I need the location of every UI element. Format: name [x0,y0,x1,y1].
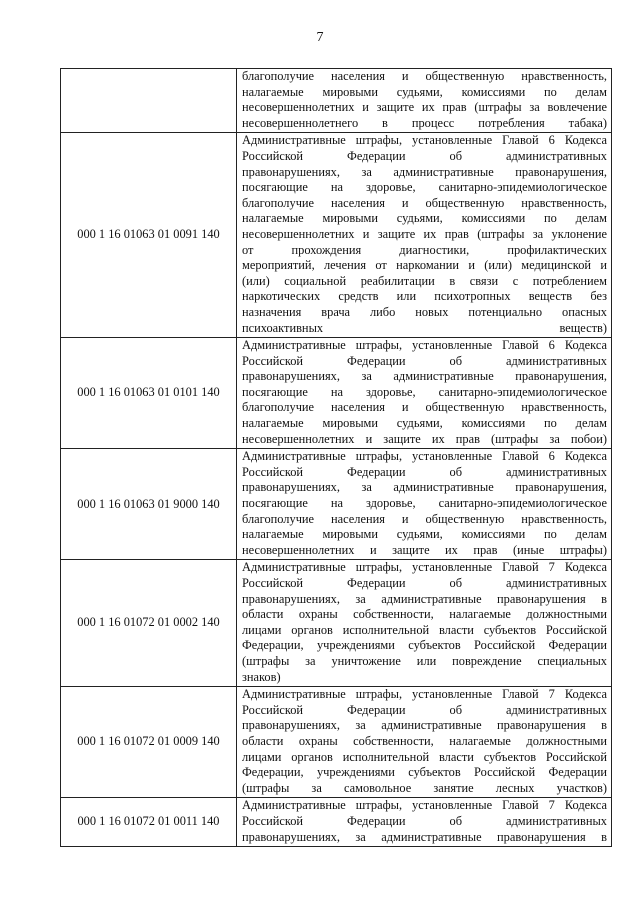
description-line: правонарушениях, за административные правонарушения, [242,164,607,179]
description-line: благополучие населения и общественную нравственность, [242,195,607,210]
description-line: Российской Федерации об административных [242,576,607,590]
description-line: несовершеннолетних и защите их прав (штрафы за вовлечение [242,100,607,115]
description-line: правонарушениях, за административные правонарушения, [242,369,607,384]
description-line: правонарушениях, за административные правонарушения в [242,829,607,844]
description-line: налагаемые мировыми судьями, комиссиями по делам [242,211,607,226]
description-line: (или) социальной реабилитации в связи с потреблением [242,273,607,288]
description-line: Административные штрафы, установленные Главой 6 Кодекса [242,338,607,353]
description-line: (штрафы за уничтожение или повреждение специальных [242,653,607,668]
budget-code-cell [61,69,237,133]
description-line: благополучие населения и общественную нравственность, [242,69,607,83]
table-row [61,338,612,449]
description-line: знаков) [242,669,281,684]
description-line: от прохождения диагностики, профилактических [242,242,607,257]
description-line: несовершеннолетних и защите их прав (штрафы за побои) [242,431,607,446]
table-row [61,69,612,133]
description-line: несовершеннолетних и защите их прав (иные штрафы) [242,542,607,557]
description-line: Российской Федерации об административных [242,813,607,828]
description-line: посягающие на здоровье, санитарно-эпидемиологическое [242,384,607,399]
table-body [61,69,612,847]
description-cell [237,69,612,133]
budget-code-cell: 000 1 16 01063 01 0101 140 [61,338,237,449]
description-line: Административные штрафы, установленные Главой 6 Кодекса [242,133,607,148]
description-line: несовершеннолетних и защите их прав (штрафы за уклонение [242,226,607,241]
description-line: посягающие на здоровье, санитарно-эпидемиологическое [242,496,607,511]
description-line: налагаемые мировыми судьями, комиссиями по делам [242,84,607,99]
description-line: Федерации, учреждениями субъектов Российской Федерации [242,638,607,653]
table-row [61,798,612,847]
budget-code-cell: 000 1 16 01072 01 0009 140 [61,687,237,798]
description-line: Федерации, учреждениями субъектов Российской Федерации [242,765,607,780]
description-line: (штрафы за самовольное занятие лесных участков) [242,780,607,795]
description-line: психоактивных веществ) [242,320,607,335]
description-line: области охраны собственности, налагаемые должностными [242,607,607,622]
description-line: благополучие населения и общественную нравственность, [242,511,607,526]
description-line: мероприятий, лечения от наркомании и (или) медицинской и [242,258,607,273]
description-cell [237,338,612,449]
table-row [61,449,612,560]
description-cell [237,687,612,798]
budget-code-cell: 000 1 16 01063 01 9000 140 [61,449,237,560]
description-cell [237,798,612,847]
description-line: наркотических средств или психотропных веществ без [242,289,607,304]
description-line: Административные штрафы, установленные Главой 7 Кодекса [242,687,607,702]
description-line: несовершеннолетнего в процесс потребления табака) [242,115,607,130]
description-line: правонарушениях, за административные правонарушения в [242,591,607,606]
description-cell [237,449,612,560]
description-line: Административные штрафы, установленные Главой 7 Кодекса [242,798,607,813]
description-line: налагаемые мировыми судьями, комиссиями по делам [242,527,607,542]
budget-code-cell: 000 1 16 01072 01 0002 140 [61,560,237,687]
description-line: Административные штрафы, установленные Главой 7 Кодекса [242,560,607,575]
description-line: правонарушениях, за административные правонарушения в [242,718,607,733]
description-line: лицами органов исполнительной власти субъектов Российской [242,749,607,764]
table-row [61,133,612,338]
description-line: Российской Федерации об административных [242,148,607,163]
description-line: назначения врача либо новых потенциально опасных [242,304,607,319]
revenue-codes-table [60,68,612,847]
table-row [61,687,612,798]
table-row [61,560,612,687]
description-line: правонарушениях, за административные правонарушения, [242,480,607,495]
description-line: Российской Федерации об административных [242,353,607,368]
page-number: 7 [316,30,324,45]
description-line: Российской Федерации об административных [242,464,607,479]
description-line: благополучие населения и общественную нравственность, [242,400,607,415]
budget-code-cell: 000 1 16 01072 01 0011 140 [61,798,237,847]
description-line: лицами органов исполнительной власти субъектов Российской [242,622,607,637]
description-cell [237,560,612,687]
description-line: Российской Федерации об административных [242,702,607,717]
description-line: налагаемые мировыми судьями, комиссиями по делам [242,416,607,431]
description-cell [237,133,612,338]
description-line: посягающие на здоровье, санитарно-эпидемиологическое [242,180,607,195]
description-line: области охраны собственности, налагаемые должностными [242,733,607,748]
budget-code-cell: 000 1 16 01063 01 0091 140 [61,133,237,338]
description-line: Административные штрафы, установленные Главой 6 Кодекса [242,449,607,464]
